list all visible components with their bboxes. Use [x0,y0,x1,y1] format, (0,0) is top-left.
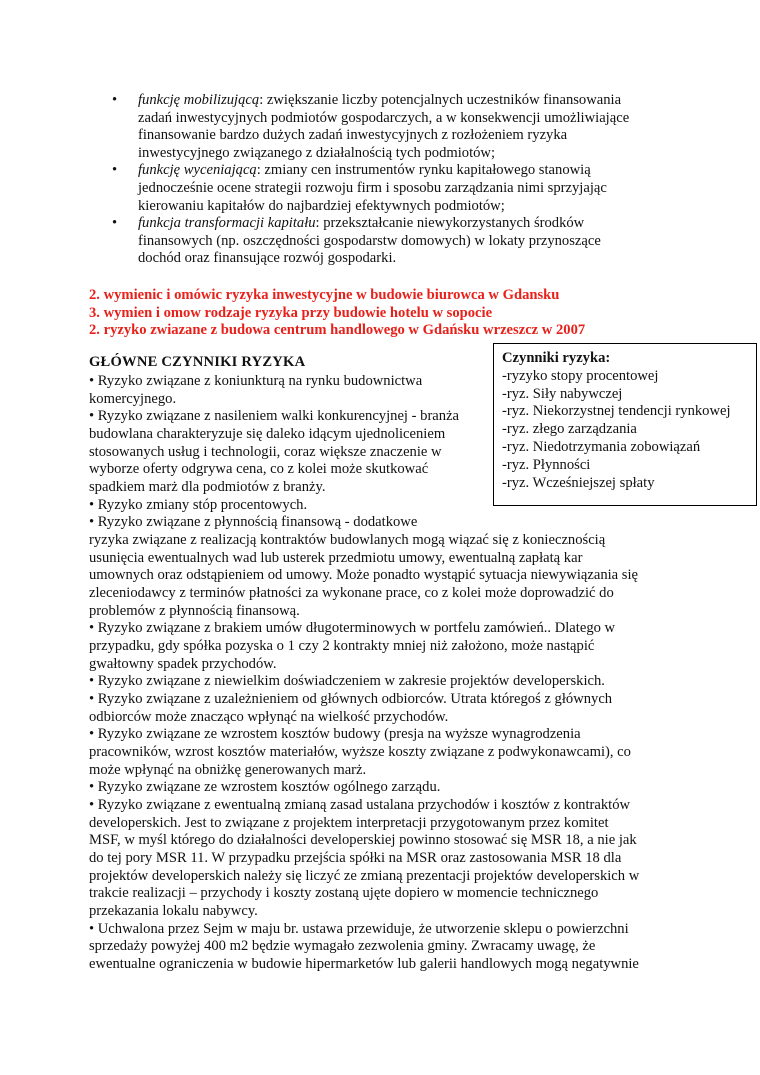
risk-factor-item: -ryz. złego zarządzania [502,421,637,438]
function-rest: : zmiany cen instrumentów rynku kapitałowego stanowią jednocześnie ocene strategii rozwoju firm i sposobu zarządzania nimi sprzyjając kierowaniu kapitałów do najbardziej efektywnych podmiotów; [138,162,607,214]
risk-text-line: • Ryzyko związane z koniunkturą na rynku budownictwa [89,373,423,389]
question-headings [89,287,709,340]
function-item [100,162,680,215]
risk-text-line: MSF, w myśl którego do działalności developerskiej powinno stosować się MSR 18, a nie jak [89,832,637,849]
risk-text-line: wyborze oferty odgrywa cena, co z kolei może skutkować [89,461,429,478]
risk-text-line: usunięcia ewentualnych wad lub usterek przedmiotu umowy, ewentualną zapłatą kar [89,549,583,566]
risk-text-line: problemów z płynnością finansową. [89,602,300,619]
risk-text-line: może wpłynąć na obniżkę generowanych marż. [89,761,367,778]
risk-text-line: spadkiem marż dla podmiotów z branży. [89,479,326,495]
risk-text-line: • Ryzyko zmiany stóp procentowych. [89,496,308,513]
risk-text-line: • Ryzyko związane z uzależnieniem od głównych odbiorców. Utrata któregoś z głównych [89,691,613,707]
risk-text-line: • Ryzyko związane z brakiem umów długoterminowych w portfelu zamówień.. Dlatego w [89,620,616,637]
functions-list [100,92,680,268]
risk-text-line: pracowników, wzrost kosztów materiałów, wyższe koszty związane z podwykonawcami), co [89,744,631,760]
risk-factor-item: -ryz. Wcześniejszej spłaty [502,474,655,491]
section-heading: GŁÓWNE CZYNNIKI RYZYKA [89,354,306,370]
function-term: funkcja transformacji kapitału [138,215,316,232]
risk-text-line: projektów developerskich należy się liczyć ze zmianą prezentacji projektów developerskich w [89,867,640,884]
function-term: funkcję wyceniającą [138,162,257,179]
risk-text-line: • Ryzyko związane ze wzrostem kosztów ogólnego zarządu. [89,779,441,796]
risk-text-line: • Ryzyko związane ze wzrostem kosztów budowy (presja na wyższe wynagrodzenia [89,726,581,743]
bullet-icon: • [112,215,118,232]
function-term: funkcję mobilizującą [138,92,260,108]
risk-factors-title: Czynniki ryzyka: [502,350,611,366]
bullet-icon: • [112,92,118,108]
risk-text-line: • Ryzyko związane z ewentualną zmianą zasad ustalana przychodów i kosztów z kontraktów [89,797,631,813]
question-heading: 3. wymien i omow rodzaje ryzyka przy budowie hotelu w sopocie [89,304,493,321]
risk-text-line: gwałtowny spadek przychodów. [89,655,277,672]
risk-text-line: do tej pory MSR 11. W przypadku przejścia spółki na MSR oraz zastosowania MSR 18 dla [89,850,622,866]
risk-text-line: sprzedaży powyżej 400 m2 będzie wymagało zezwolenia gminy. Zwracamy uwagę, że [89,938,596,955]
risk-factor-item: -ryz. Niekorzystnej tendencji rynkowej [502,403,731,420]
risk-text-line: budowlana charakteryzuje się daleko idącym ujednoliceniem [89,426,446,442]
risk-text-line: • Ryzyko związane z nasileniem walki konkurencyjnej - branża [89,408,460,425]
risk-factors-box [493,343,757,506]
risk-text-line: zleceniodawcy z terminów płatności za wykonane prace, co z kolei może doprowadzić do [89,585,614,601]
function-text [138,215,680,268]
function-text [138,162,680,215]
risk-text-line: komercyjnego. [89,390,177,407]
risk-text-line: stosowanych usług i technologii, coraz większe znaczenie w [89,443,442,460]
function-item [100,92,680,162]
risk-text-line: trakcie realizacji – przychody i koszty zostaną ujęte dopiero w momencie technicznego [89,885,599,902]
risk-text-line: przekazania lokalu nabywcy. [89,903,258,919]
risk-text-line: ryzyka związane z realizacją kontraktów budowlanych mogą wiązać się z koniecznością [89,532,606,548]
risk-factor-item: -ryzyko stopy procentowej [502,367,659,384]
function-rest: : przekształcanie niewykorzystanych środków finansowych (np. oszczędności gospodarstw domowych) w lokaty przynoszące dochód oraz finansujące rozwój gospodarki. [138,215,601,267]
function-item [100,215,680,268]
risk-factor-item: -ryz. Płynności [502,456,591,473]
risk-text-line: odbiorców może znacząco wpłynąć na wielkość przychodów. [89,708,449,725]
risk-factor-item: -ryz. Siły nabywczej [502,385,623,402]
bullet-icon: • [112,162,118,179]
function-text [138,92,680,162]
risk-text-line: przypadku, gdy spółka pozyska o 1 czy 2 kontrakty mniej niż założono, może nastąpić [89,638,595,654]
risk-text-line: ewentualne ograniczenia w budowie hipermarketów lub galerii handlowych mogą negatywnie [89,956,639,972]
risk-text-line: umownych oraz odstąpieniem od umowy. Może ponadto wystąpić sytuacja niewywiązania się [89,567,639,584]
risk-text-line: • Ryzyko związane z płynnością finansową - dodatkowe [89,514,418,531]
question-heading: 2. ryzyko zwiazane z budowa centrum handlowego w Gdańsku wrzeszcz w 2007 [89,322,586,339]
risk-text-line: • Ryzyko związane z niewielkim doświadczeniem w zakresie projektów developerskich. [89,673,605,690]
function-rest: : zwiększanie liczby potencjalnych uczestników finansowania zadań inwestycyjnych podmiotów gospodarczych, a w konsekwencji umożliwiające finansowanie bardzo dużych zadań inwestycyjnych z rozłożeniem ryzyka inwestycyjnego związanego z działalnością tych podmiotów; [138,92,630,161]
risk-factor-item: -ryz. Niedotrzymania zobowiązań [502,438,701,455]
risk-text-line: • Uchwalona przez Sejm w maju br. ustawa przewiduje, że utworzenie sklepu o powierzchni [89,920,629,937]
risk-text-line: developerskich. Jest to związane z projektem interpretacji przygotowanym przez komitet [89,814,609,831]
question-heading: 2. wymienic i omówic ryzyka inwestycyjne w budowie biurowca w Gdansku [89,287,560,303]
